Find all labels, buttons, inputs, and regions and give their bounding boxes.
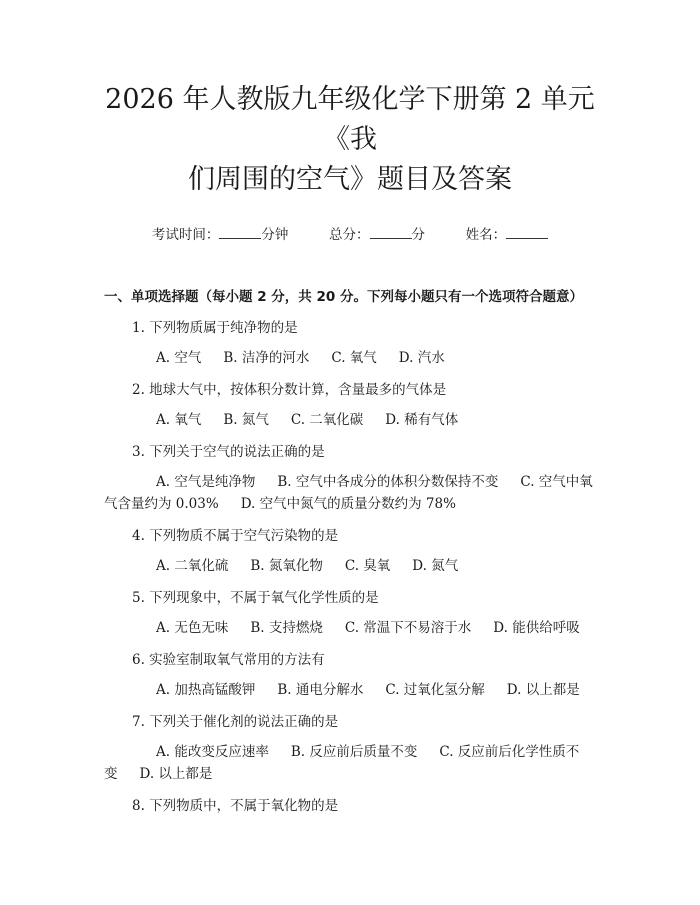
question-stem: 4. 下列物质不属于空气污染物的是 bbox=[132, 528, 339, 544]
question-6 bbox=[104, 649, 596, 701]
question-stem: 7. 下列关于催化剂的说法正确的是 bbox=[132, 714, 339, 730]
title-line-2: 们周围的空气》题目及答案 bbox=[188, 164, 512, 195]
question-options bbox=[104, 617, 596, 639]
option-a: A. 空气是纯净物 bbox=[156, 474, 256, 490]
option-a: A. 加热高锰酸钾 bbox=[156, 682, 256, 698]
option-a: A. 能改变反应速率 bbox=[156, 744, 269, 760]
time-blank bbox=[219, 226, 261, 239]
question-options bbox=[104, 409, 596, 431]
question-options bbox=[104, 555, 596, 577]
time-unit: 分钟 bbox=[261, 227, 289, 243]
title-line-1: 2026 年人教版九年级化学下册第 2 单元《我 bbox=[105, 84, 595, 155]
option-b: B. 反应前后质量不变 bbox=[290, 744, 418, 760]
time-label: 考试时间： bbox=[151, 227, 220, 243]
option-a: A. 二氧化硫 bbox=[156, 558, 229, 574]
option-b: B. 氮氧化物 bbox=[250, 558, 323, 574]
name-label: 姓名： bbox=[465, 227, 507, 243]
question-options bbox=[104, 347, 596, 369]
section-heading: 一、单项选择题（每小题 2 分，共 20 分。下列每小题只有一个选项符合题意） bbox=[104, 289, 583, 305]
option-b: B. 通电分解水 bbox=[277, 682, 364, 698]
question-options bbox=[104, 471, 596, 515]
option-b: B. 氮气 bbox=[223, 412, 269, 428]
option-a: A. 空气 bbox=[156, 350, 202, 366]
option-d: D. 汽水 bbox=[398, 350, 445, 366]
question-options bbox=[104, 741, 596, 785]
page-title bbox=[104, 0, 596, 200]
question-2 bbox=[104, 379, 596, 431]
question-stem: 3. 下列关于空气的说法正确的是 bbox=[132, 444, 325, 460]
option-b: B. 支持燃烧 bbox=[250, 620, 323, 636]
option-b: B. 洁净的河水 bbox=[223, 350, 310, 366]
question-3 bbox=[104, 441, 596, 515]
option-c: C. 过氧化氢分解 bbox=[385, 682, 485, 698]
score-label: 总分： bbox=[329, 227, 370, 243]
option-b: B. 空气中各成分的体积分数保持不变 bbox=[277, 474, 499, 490]
question-stem: 8. 下列物质中，不属于氧化物的是 bbox=[132, 798, 339, 814]
option-d: D. 空气中氮气的质量分数约为 78% bbox=[240, 496, 456, 512]
option-a: A. 氧气 bbox=[156, 412, 202, 428]
question-stem: 2. 地球大气中，按体积分数计算，含量最多的气体是 bbox=[132, 382, 447, 398]
question-stem: 5. 下列现象中，不属于氧气化学性质的是 bbox=[132, 590, 379, 606]
option-c: C. 二氧化碳 bbox=[290, 412, 364, 428]
option-a: A. 无色无味 bbox=[156, 620, 229, 636]
question-stem: 1. 下列物质属于纯净物的是 bbox=[132, 320, 298, 336]
question-1 bbox=[104, 317, 596, 369]
option-d: D. 稀有气体 bbox=[385, 412, 459, 428]
question-4 bbox=[104, 525, 596, 577]
option-d: D. 以上都是 bbox=[139, 766, 213, 782]
option-d: D. 以上都是 bbox=[506, 682, 580, 698]
option-c: C. 空气中氧气含量约为 0.03% bbox=[104, 474, 593, 512]
score-blank bbox=[370, 226, 412, 239]
option-c: C. 反应前后化学性质不变 bbox=[104, 744, 580, 782]
question-8 bbox=[104, 795, 596, 817]
question-options bbox=[104, 679, 596, 701]
question-7 bbox=[104, 711, 596, 785]
question-5 bbox=[104, 587, 596, 639]
name-blank bbox=[506, 226, 548, 239]
exam-meta bbox=[104, 225, 596, 245]
question-stem: 6. 实验室制取氧气常用的方法有 bbox=[132, 652, 325, 668]
option-c: C. 臭氧 bbox=[344, 558, 391, 574]
option-c: C. 常温下不易溶于水 bbox=[344, 620, 472, 636]
option-d: D. 氮气 bbox=[412, 558, 459, 574]
option-d: D. 能供给呼吸 bbox=[493, 620, 580, 636]
option-c: C. 氧气 bbox=[331, 350, 377, 366]
score-unit: 分 bbox=[411, 227, 425, 243]
